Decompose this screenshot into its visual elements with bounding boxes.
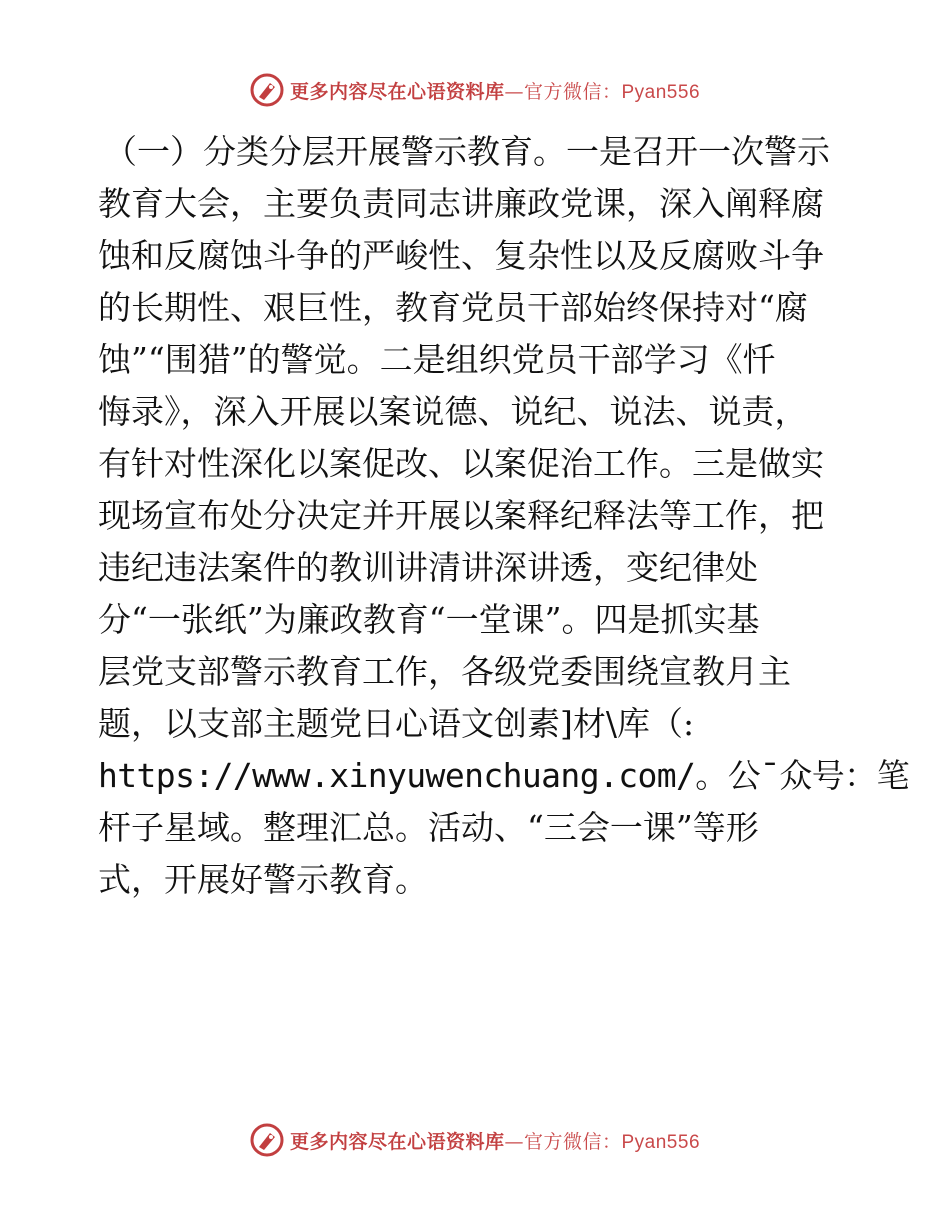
body-line: 现场宣布处分决定并开展以案释纪释法等工作，把 (98, 496, 824, 535)
body-line: 悔录》，深入开展以案说德、说纪、说法、说责， (98, 392, 808, 431)
body-line: 有针对性深化以案促改、以案促治工作。三是做实 (98, 444, 824, 483)
body-line: （一）分类分层开展警示教育。一是召开一次警示 (104, 132, 830, 171)
pen-nib-logo-icon (250, 1123, 284, 1157)
body-line: 式，开展好警示教育。 (98, 860, 428, 899)
body-line: 违纪违法案件的教训讲清讲深讲透，变纪律处 (98, 548, 758, 587)
header-separator: — (504, 80, 524, 103)
document-body (98, 126, 909, 906)
header-brand-text: 更多内容尽在心语资料库 (289, 80, 505, 103)
body-line: 分“一张纸”为廉政教育“一堂课”。四是抓实基 (98, 600, 760, 639)
body-line: 蚀和反腐蚀斗争的严峻性、复杂性以及反腐败斗争 (98, 236, 824, 275)
pen-nib-logo-icon (250, 73, 284, 107)
body-line: 的长期性、艰巨性，教育党员干部始终保持对“腐 (98, 288, 808, 327)
footer-brand-text: 更多内容尽在心语资料库 (289, 1130, 505, 1153)
footer-official-label: 官方微信： (523, 1130, 622, 1153)
body-line: 层党支部警示教育工作，各级党委围绕宣教月主 (98, 652, 791, 691)
body-line-url: https://www.xinyuwenchuang.com/。公¯众号：笔 (98, 756, 909, 795)
footer-wechat-id: Pyan556 (621, 1131, 701, 1153)
body-line: 杆子星域。整理汇总。活动、“三会一课”等形 (98, 808, 759, 847)
body-line: 教育大会，主要负责同志讲廉政党课，深入阐释腐 (98, 184, 824, 223)
header-wechat-id: Pyan556 (621, 81, 701, 103)
body-line: 蚀”“围猎”的警觉。二是组织党员干部学习《忏 (98, 340, 776, 379)
footer-banner-text (290, 1127, 700, 1154)
header-banner-text (290, 77, 700, 104)
header-banner (0, 70, 950, 110)
footer-separator: — (504, 1130, 524, 1153)
body-line: 题，以支部主题党日心语文创素]材\库（: (98, 704, 695, 743)
footer-banner (0, 1120, 950, 1160)
header-official-label: 官方微信： (523, 80, 622, 103)
